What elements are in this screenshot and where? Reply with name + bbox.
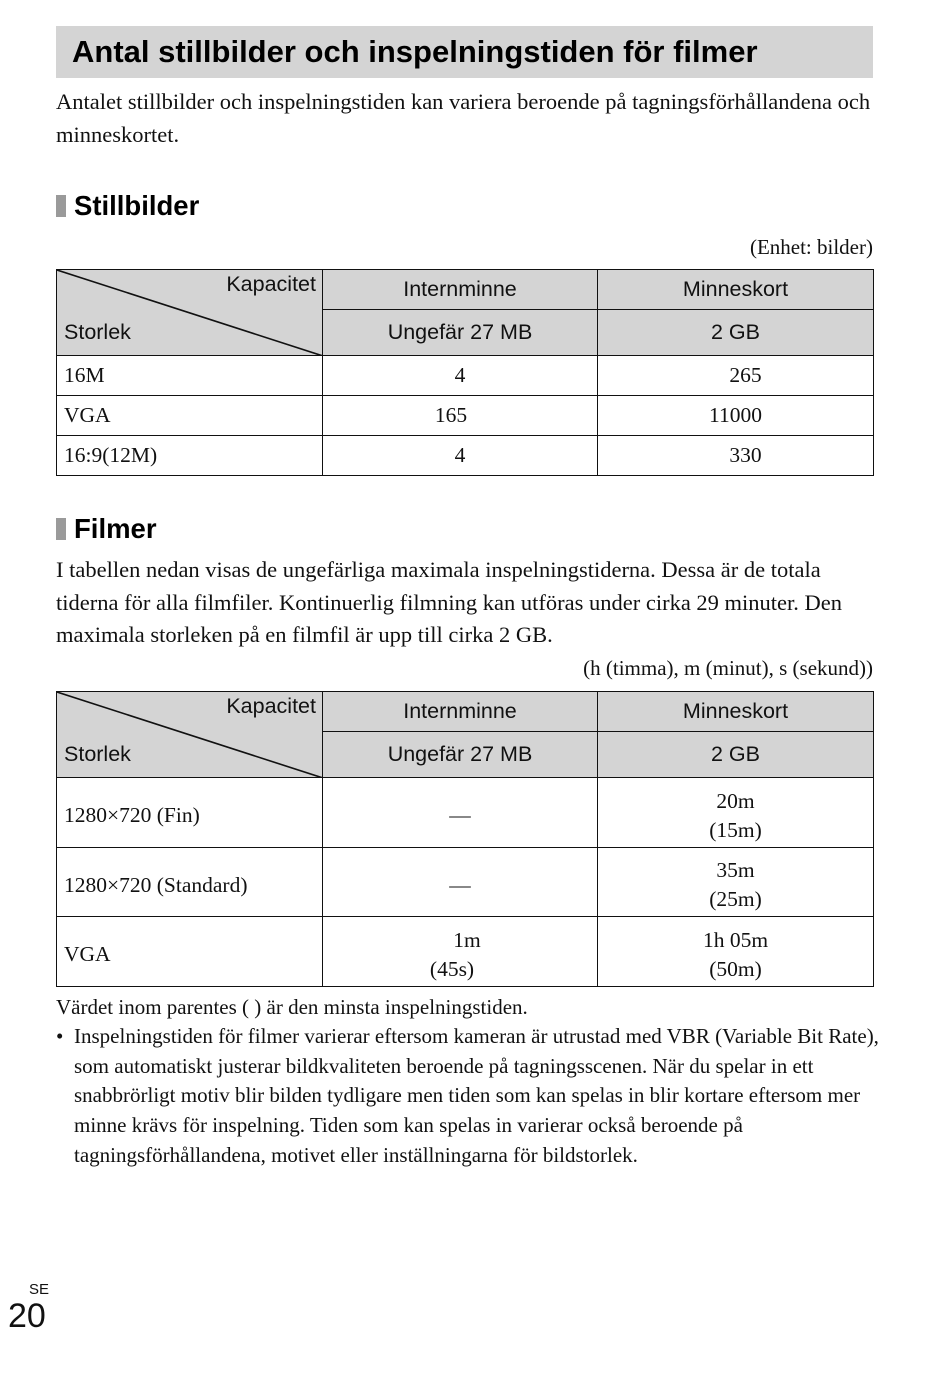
memory-card-size: 2 GB xyxy=(598,732,874,778)
movies-header-corner xyxy=(57,692,323,778)
intro-paragraph: Antalet stillbilder och inspelningstiden kan variera beroende på tagningsförhållandena och minneskortet. xyxy=(56,89,871,147)
min-time-note: Värdet inom parentes ( ) är den minsta inspelningstiden. xyxy=(56,995,528,1019)
row-internal-value: 4 xyxy=(323,436,598,476)
still-header-corner xyxy=(57,270,323,356)
row-card-value: 35m (25m) xyxy=(598,848,874,917)
vbr-bullet-text: Inspelningstiden för filmer varierar eftersom kameran är utrustad med VBR (Variable Bit Rate), som automatiskt justerar bildkvaliteten beroende på tagningsscenen. När du spelar in ett snabbrörligt motiv blir bilden tydligare men tiden som kan spelas in blir kortare eftersom mer minne krävs för inspelning. Tiden som kan spelas in varierar också beroende på tagningsförhållandena, motivet eller inställningarna för bildstorlek. xyxy=(74,1024,879,1167)
language-code: SE xyxy=(29,1281,50,1298)
table-row xyxy=(57,356,874,396)
memory-card-header: Minneskort xyxy=(598,270,874,310)
still-unit-label: (Enhet: bilder) xyxy=(749,235,873,259)
section-marker-icon xyxy=(56,518,66,540)
row-size: 16M xyxy=(57,356,323,396)
internal-memory-size: Ungefär 27 MB xyxy=(323,732,598,778)
internal-memory-size: Ungefär 27 MB xyxy=(323,310,598,356)
capacity-label: Kapacitet xyxy=(226,694,316,718)
table-row xyxy=(57,917,874,987)
row-internal-value: — xyxy=(323,778,598,848)
internal-memory-header: Internminne xyxy=(323,692,598,732)
capacity-label: Kapacitet xyxy=(226,272,316,296)
movies-table xyxy=(56,691,874,987)
row-card-value: 265 xyxy=(598,356,874,396)
row-size: VGA xyxy=(57,917,323,987)
movies-unit-label: (h (timma), m (minut), s (sekund)) xyxy=(583,656,873,680)
table-row xyxy=(57,848,874,917)
page-title: Antal stillbilder och inspelningstiden för filmer xyxy=(56,26,873,78)
vbr-bullet xyxy=(56,1022,886,1171)
section-heading-still-label: Stillbilder xyxy=(74,190,200,221)
row-size: 1280×720 (Fin) xyxy=(57,778,323,848)
bullet-icon: • xyxy=(56,1024,64,1048)
row-internal-value: — xyxy=(323,848,598,917)
row-size: 16:9(12M) xyxy=(57,436,323,476)
row-card-value: 20m (15m) xyxy=(598,778,874,848)
row-internal-value: 4 xyxy=(323,356,598,396)
row-card-value: 330 xyxy=(598,436,874,476)
row-internal-value: 165 xyxy=(323,396,598,436)
memory-card-size: 2 GB xyxy=(598,310,874,356)
section-marker-icon xyxy=(56,195,66,217)
row-size: 1280×720 (Standard) xyxy=(57,848,323,917)
internal-memory-header: Internminne xyxy=(323,270,598,310)
table-row xyxy=(57,778,874,848)
row-internal-value: 1m (45s) xyxy=(323,917,598,987)
still-table xyxy=(56,269,874,476)
table-row xyxy=(57,436,874,476)
table-row xyxy=(57,396,874,436)
size-label: Storlek xyxy=(64,742,131,766)
page-number: 20 xyxy=(8,1297,46,1335)
size-label: Storlek xyxy=(64,320,131,344)
memory-card-header: Minneskort xyxy=(598,692,874,732)
section-heading-movies xyxy=(56,512,157,546)
section-heading-still xyxy=(56,189,199,223)
section-heading-movies-label: Filmer xyxy=(74,513,157,544)
row-size: VGA xyxy=(57,396,323,436)
movies-description: I tabellen nedan visas de ungefärliga maximala inspelningstiderna. Dessa är de totala tiderna för alla filmfiler. Kontinuerlig filmning kan utföras under cirka 29 minuter. Den maximala storleken på en filmfil är upp till cirka 2 GB. xyxy=(56,557,843,647)
row-card-value: 11000 xyxy=(598,396,874,436)
row-card-value: 1h 05m (50m) xyxy=(598,917,874,987)
